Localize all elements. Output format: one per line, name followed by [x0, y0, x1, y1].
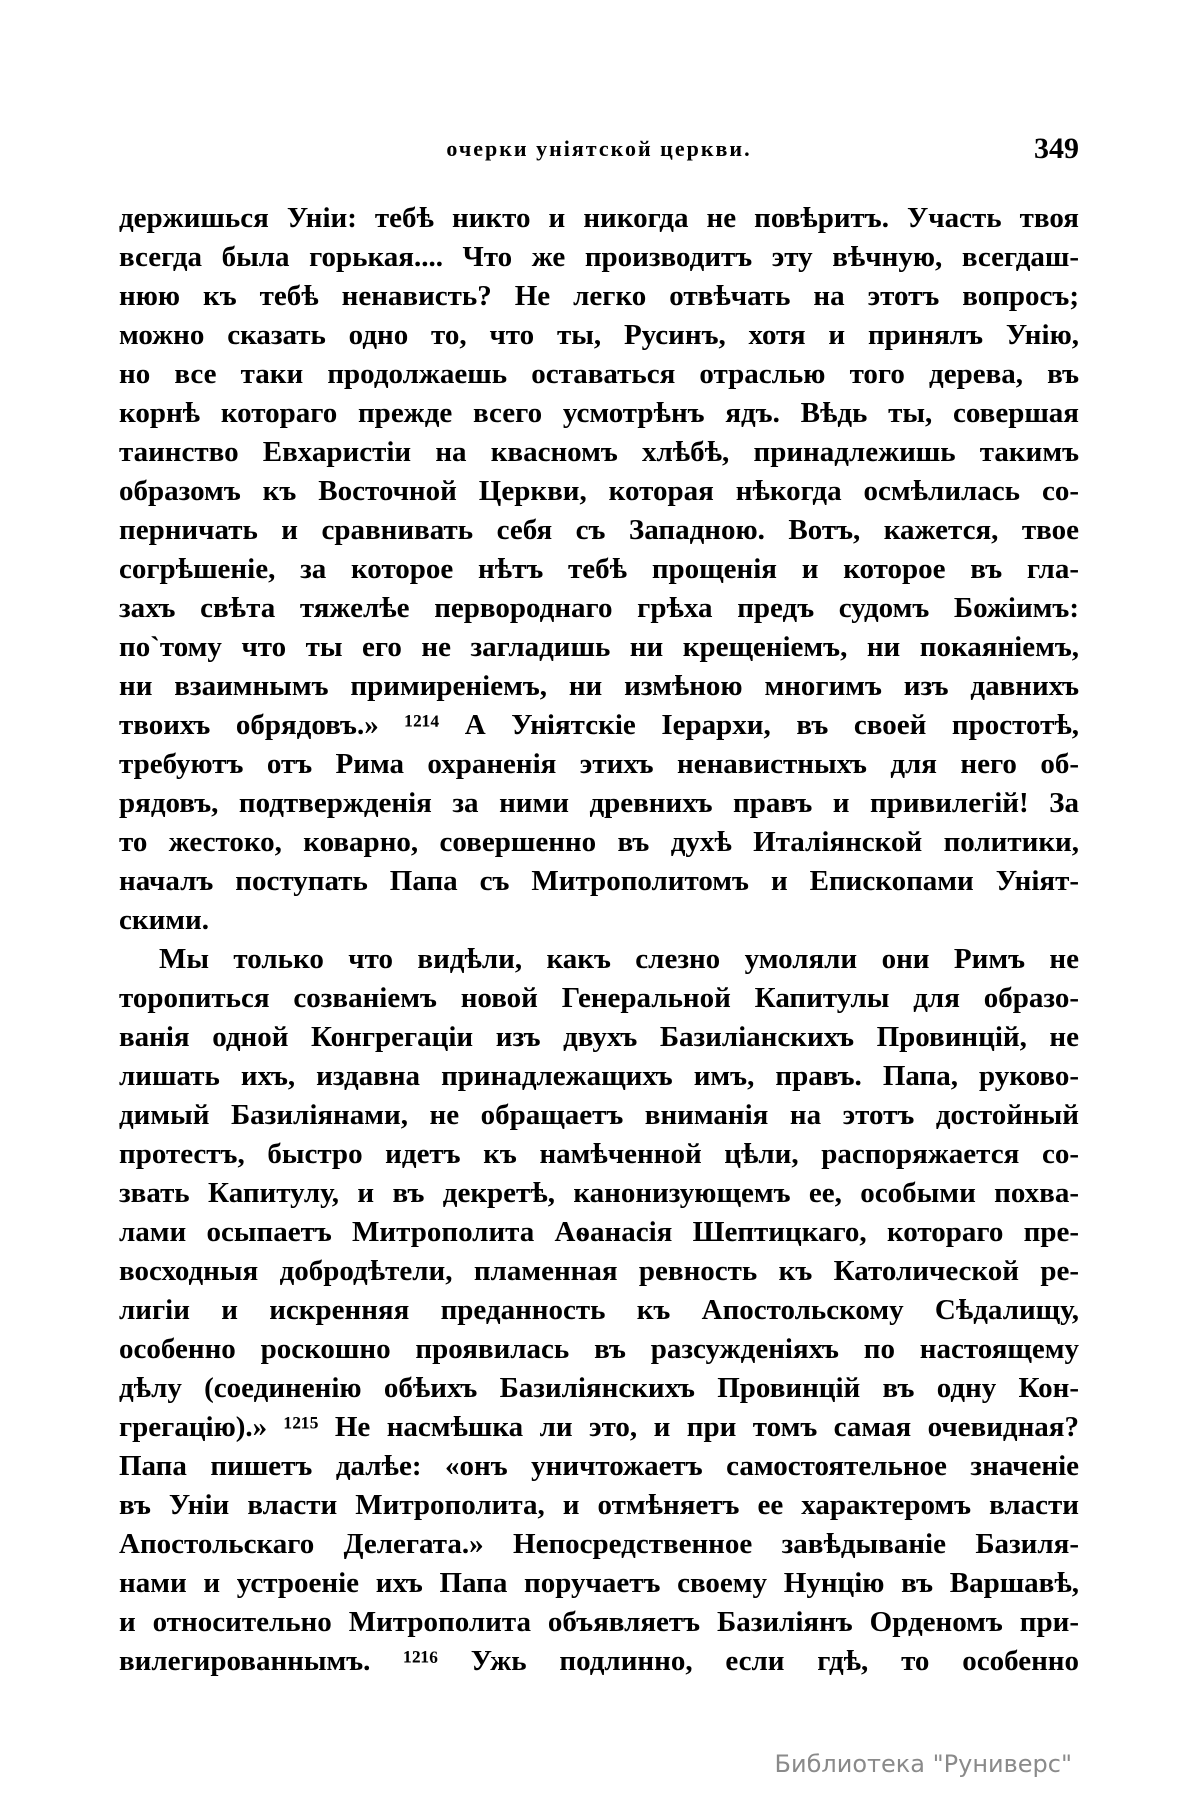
text-line: началъ поступать Папа съ Митрополитомъ и Епископами Уніят- — [119, 865, 1079, 897]
text-line: грегацію).» ¹²¹⁵ Не насмѣшка ли это, и при томъ самая очевидная? — [119, 1411, 1079, 1443]
text-line: звать Капитулу, и въ декретѣ, канонизующемъ ее, особыми похва- — [119, 1177, 1079, 1209]
text-line: можно сказать одно то, что ты, Русинъ, хотя и принялъ Унію, — [119, 319, 1079, 351]
text-line: лишать ихъ, издавна принадлежащихъ имъ, правъ. Папа, руково- — [119, 1060, 1079, 1092]
text-line: лами осыпаетъ Митрополита Аѳанасія Шептицкаго, котораго пре- — [119, 1216, 1079, 1248]
text-line: образомъ къ Восточной Церкви, которая нѣкогда осмѣлилась со- — [119, 475, 1079, 507]
text-line: особенно роскошно проявилась въ разсужденіяхъ по настоящему — [119, 1333, 1079, 1365]
text-line: по`тому что ты его не загладишь ни крещеніемъ, ни покаяніемъ, — [119, 631, 1079, 663]
text-line: но все таки продолжаешь оставаться отраслью того дерева, въ — [119, 358, 1079, 390]
library-watermark: Библиотека "Руниверс" — [774, 1750, 1072, 1778]
paragraph-start-line: Мы только что видѣли, какъ слезно умоляли они Римъ не — [159, 943, 1079, 975]
text-line: всегда была горькая.... Что же производитъ эту вѣчную, всегдаш- — [119, 241, 1079, 273]
text-line: дѣлу (соединенію обѣихъ Базиліянскихъ Провинцій въ одну Кон- — [119, 1372, 1079, 1404]
running-title: очерки уніятской церкви. — [446, 136, 752, 161]
text-line: согрѣшеніе, за которое нѣтъ тебѣ прощенія и которое въ гла- — [119, 553, 1079, 585]
page-number: 349 — [1034, 132, 1079, 165]
text-line: Апостольскаго Делегата.» Непосредственное завѣдываніе Базиля- — [119, 1528, 1079, 1560]
text-line: рядовъ, подтвержденія за ними древнихъ правъ и привилегій! За — [119, 787, 1079, 819]
text-line: протестъ, быстро идетъ къ намѣченной цѣли, распоряжается со- — [119, 1138, 1079, 1170]
text-line: ни взаимнымъ примиреніемъ, ни измѣною многимъ изъ давнихъ — [119, 670, 1079, 702]
text-line: нюю къ тебѣ ненависть? Не легко отвѣчать на этотъ вопросъ; — [119, 280, 1079, 312]
body-text — [119, 199, 1079, 1681]
text-line: димый Базиліянами, не обращаетъ вниманія на этотъ достойный — [119, 1099, 1079, 1131]
text-line: въ Уніи власти Митрополита, и отмѣняетъ ее характеромъ власти — [119, 1489, 1079, 1521]
page-header — [119, 132, 1079, 172]
text-line: захъ свѣта тяжелѣе первороднаго грѣха предъ судомъ Божіимъ: — [119, 592, 1079, 624]
text-line: Папа пишетъ далѣе: «онъ уничтожаетъ самостоятельное значеніе — [119, 1450, 1079, 1482]
text-line: держишься Уніи: тебѣ никто и никогда не повѣритъ. Участь твоя — [119, 202, 1079, 234]
text-line: требуютъ отъ Рима охраненія этихъ ненавистныхъ для него об- — [119, 748, 1079, 780]
text-line: то жестоко, коварно, совершенно въ духѣ Италіянской политики, — [119, 826, 1079, 858]
text-line: лигіи и искренняя преданность къ Апостольскому Сѣдалищу, — [119, 1294, 1079, 1326]
text-line: твоихъ обрядовъ.» ¹²¹⁴ А Уніятскіе Іерархи, въ своей простотѣ, — [119, 709, 1079, 741]
text-line: восходныя добродѣтели, пламенная ревность къ Католической ре- — [119, 1255, 1079, 1287]
text-line: перничать и сравнивать себя съ Западною. Вотъ, кажется, твое — [119, 514, 1079, 546]
text-line: таинство Евхаристіи на квасномъ хлѣбѣ, принадлежишь такимъ — [119, 436, 1079, 468]
text-line: торопиться созваніемъ новой Генеральной Капитулы для образо- — [119, 982, 1079, 1014]
text-line: нами и устроеніе ихъ Папа поручаетъ своему Нунцію въ Варшавѣ, — [119, 1567, 1079, 1599]
text-line: корнѣ котораго прежде всего усмотрѣнъ ядъ. Вѣдь ты, совершая — [119, 397, 1079, 429]
text-line: ванія одной Конгрегаціи изъ двухъ Базиліанскихъ Провинцій, не — [119, 1021, 1079, 1053]
text-line: и относительно Митрополита объявляетъ Базиліянъ Орденомъ при- — [119, 1606, 1079, 1638]
text-line: вилегированнымъ. ¹²¹⁶ Ужь подлинно, если гдѣ, то особенно — [119, 1645, 1079, 1677]
text-line: скими. — [119, 904, 210, 936]
